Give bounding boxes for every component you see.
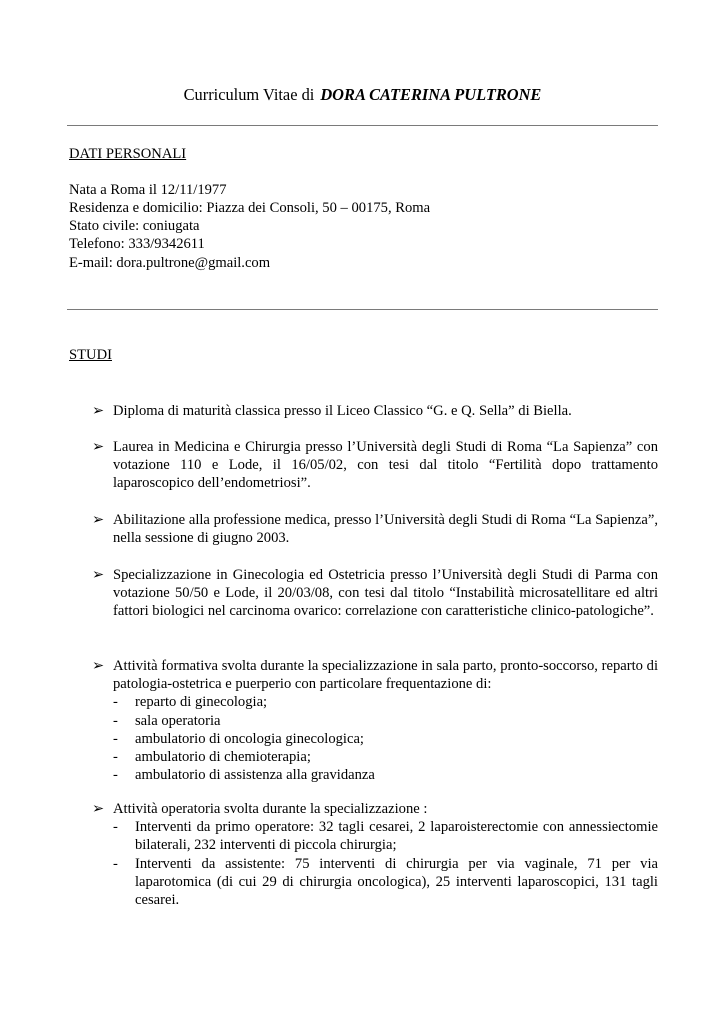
sub-list-item <box>113 818 658 854</box>
sub-list-text: ambulatorio di oncologia ginecologica; <box>135 730 364 747</box>
personal-birth: Nata a Roma il 12/11/1977 <box>69 182 227 198</box>
dash-bullet: - <box>113 855 118 872</box>
study-item <box>92 438 658 493</box>
arrow-bullet-icon: ➢ <box>92 403 105 419</box>
study-item <box>92 402 658 420</box>
sub-list-item <box>113 766 658 784</box>
dash-bullet: - <box>113 730 118 747</box>
study-item <box>92 657 658 784</box>
sub-list-item <box>113 693 658 711</box>
personal-civil-status: Stato civile: coniugata <box>69 218 200 234</box>
dash-bullet: - <box>113 749 118 766</box>
divider-middle <box>67 309 658 310</box>
study-item-text: Attività operatoria svolta durante la specializzazione : <box>113 801 428 817</box>
arrow-bullet-icon: ➢ <box>92 567 105 583</box>
study-item-text: Abilitazione alla professione medica, presso l’Università degli Studi di Roma “La Sapienza”, nella sessione di giugno 2003. <box>113 512 658 547</box>
arrow-bullet-icon: ➢ <box>92 512 105 528</box>
study-item-text: Attività formativa svolta durante la specializzazione in sala parto, pronto-soccorso, reparto di patologia-ostetrica e puerperio con particolare frequentazione di: <box>113 658 658 693</box>
study-item <box>92 511 658 547</box>
arrow-bullet-icon: ➢ <box>92 801 105 817</box>
dash-bullet: - <box>113 767 118 784</box>
sub-list-text: sala operatoria <box>135 712 221 729</box>
sub-list-text: ambulatorio di assistenza alla gravidanza <box>135 767 375 784</box>
arrow-bullet-icon: ➢ <box>92 658 105 674</box>
study-item <box>92 566 658 621</box>
personal-residence: Residenza e domicilio: Piazza dei Consoli, 50 – 00175, Roma <box>69 200 431 216</box>
arrow-bullet-icon: ➢ <box>92 439 105 455</box>
dash-bullet: - <box>113 712 118 729</box>
dash-bullet: - <box>113 694 118 711</box>
section-heading-personal: DATI PERSONALI <box>69 146 187 162</box>
personal-phone: Telefono: 333/9342611 <box>69 236 205 252</box>
sub-list-text: ambulatorio di chemioterapia; <box>135 749 311 766</box>
study-item-text: Laurea in Medicina e Chirurgia presso l’Università degli Studi di Roma “La Sapienza” con votazione 110 e Lode, il 16/05/02, con tesi dal titolo “Fertilità dopo trattamento laparoscopico dell’endometriosi”. <box>113 439 658 492</box>
sub-list-text: Interventi da assistente: 75 interventi di chirurgia per via vaginale, 71 per via laparotomica (di cui 29 di chirurgia oncologica), 25 interventi laparoscopici, 131 tagli cesarei. <box>135 855 658 909</box>
study-item-text: Specializzazione in Ginecologia ed Ostetricia presso l’Università degli Studi di Parma con votazione 50/50 e Lode, il 20/03/08, con tesi dal titolo “Instabilità microsatellitare ed altri fattori biologici nel carcinoma ovarico: correlazione con caratteristiche clinico-patologiche”. <box>113 567 658 620</box>
title-name: DORA CATERINA PULTRONE <box>320 85 542 104</box>
sub-list-item <box>113 855 658 910</box>
section-heading-studies: STUDI <box>69 347 112 363</box>
title-prefix: Curriculum Vitae di <box>183 85 315 104</box>
dash-bullet: - <box>113 819 118 836</box>
sub-list-item <box>113 748 658 766</box>
document-title <box>0 85 725 105</box>
study-item-text: Diploma di maturità classica presso il Liceo Classico “G. e Q. Sella” di Biella. <box>113 403 572 419</box>
study-item <box>92 800 658 909</box>
sub-list-text: reparto di ginecologia; <box>135 694 268 711</box>
sub-list-text: Interventi da primo operatore: 32 tagli cesarei, 2 laparoisterectomie con annessiectomie bilaterali, 232 interventi di piccola chirurgia; <box>135 819 658 854</box>
sub-list-item <box>113 730 658 748</box>
personal-email: E-mail: dora.pultrone@gmail.com <box>69 255 271 271</box>
sub-list-item <box>113 712 658 730</box>
divider-top <box>67 125 658 126</box>
